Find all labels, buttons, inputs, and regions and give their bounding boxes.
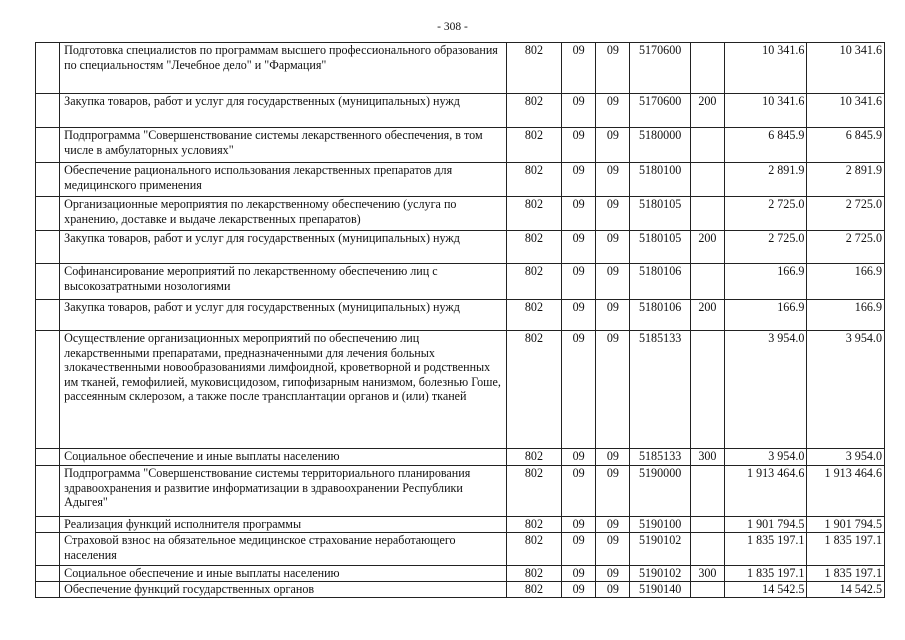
cell-index	[36, 128, 60, 163]
cell-target-article: 5180100	[630, 163, 690, 197]
cell-index	[36, 582, 60, 598]
cell-expense-type	[690, 128, 724, 163]
cell-expense-type: 200	[690, 300, 724, 331]
cell-description: Подготовка специалистов по программам высшего профессионального образования по специальностям "Лечебное дело" и "Фармация"	[60, 43, 507, 94]
cell-sum-2: 2 725.0	[807, 231, 885, 264]
cell-sum-1: 10 341.6	[724, 94, 806, 128]
cell-ministry: 802	[506, 264, 561, 300]
table-row	[36, 566, 885, 582]
cell-subsection: 09	[596, 264, 630, 300]
cell-description: Страховой взнос на обязательное медицинское страхование неработающего населения	[60, 533, 507, 566]
cell-sum-2: 1 835 197.1	[807, 533, 885, 566]
table-row	[36, 582, 885, 598]
cell-ministry: 802	[506, 533, 561, 566]
cell-expense-type	[690, 43, 724, 94]
table-row	[36, 128, 885, 163]
cell-subsection: 09	[596, 466, 630, 517]
cell-target-article: 5180000	[630, 128, 690, 163]
cell-expense-type: 300	[690, 566, 724, 582]
cell-description: Софинансирование мероприятий по лекарственному обеспечению лиц с высокозатратными нозологиями	[60, 264, 507, 300]
cell-sum-1: 2 725.0	[724, 231, 806, 264]
cell-index	[36, 231, 60, 264]
cell-expense-type	[690, 163, 724, 197]
cell-index	[36, 300, 60, 331]
cell-section: 09	[562, 264, 596, 300]
cell-expense-type	[690, 533, 724, 566]
table-row	[36, 264, 885, 300]
cell-sum-2: 10 341.6	[807, 43, 885, 94]
cell-description: Организационные мероприятия по лекарственному обеспечению (услуга по хранению, доставке и выдаче лекарственных препаратов)	[60, 197, 507, 231]
budget-table	[35, 42, 885, 598]
cell-sum-1: 1 835 197.1	[724, 533, 806, 566]
cell-target-article: 5180106	[630, 264, 690, 300]
cell-ministry: 802	[506, 331, 561, 449]
cell-description: Подпрограмма "Совершенствование системы лекарственного обеспечения, в том числе в амбулаторных условиях"	[60, 128, 507, 163]
table-row	[36, 533, 885, 566]
cell-target-article: 5190000	[630, 466, 690, 517]
table-row	[36, 94, 885, 128]
cell-description: Закупка товаров, работ и услуг для государственных (муниципальных) нужд	[60, 94, 507, 128]
cell-expense-type	[690, 517, 724, 533]
cell-expense-type	[690, 582, 724, 598]
cell-description: Закупка товаров, работ и услуг для государственных (муниципальных) нужд	[60, 300, 507, 331]
cell-description: Закупка товаров, работ и услуг для государственных (муниципальных) нужд	[60, 231, 507, 264]
cell-sum-2: 1 901 794.5	[807, 517, 885, 533]
cell-index	[36, 566, 60, 582]
cell-index	[36, 331, 60, 449]
cell-target-article: 5180106	[630, 300, 690, 331]
cell-description: Социальное обеспечение и иные выплаты населению	[60, 566, 507, 582]
cell-sum-2: 2 891.9	[807, 163, 885, 197]
table-row	[36, 449, 885, 466]
cell-sum-1: 10 341.6	[724, 43, 806, 94]
cell-section: 09	[562, 466, 596, 517]
cell-sum-2: 10 341.6	[807, 94, 885, 128]
cell-subsection: 09	[596, 128, 630, 163]
cell-description: Подпрограмма "Совершенствование системы территориального планирования здравоохранения и развитие информатизации в здравоохранении Республики Адыгея"	[60, 466, 507, 517]
cell-description: Обеспечение функций государственных органов	[60, 582, 507, 598]
cell-subsection: 09	[596, 517, 630, 533]
cell-expense-type: 200	[690, 94, 724, 128]
cell-section: 09	[562, 128, 596, 163]
cell-index	[36, 94, 60, 128]
cell-index	[36, 43, 60, 94]
cell-ministry: 802	[506, 582, 561, 598]
cell-target-article: 5185133	[630, 449, 690, 466]
cell-sum-2: 1 913 464.6	[807, 466, 885, 517]
cell-subsection: 09	[596, 300, 630, 331]
cell-target-article: 5190102	[630, 566, 690, 582]
cell-description: Реализация функций исполнителя программы	[60, 517, 507, 533]
cell-index	[36, 449, 60, 466]
cell-section: 09	[562, 300, 596, 331]
cell-target-article: 5180105	[630, 231, 690, 264]
cell-ministry: 802	[506, 466, 561, 517]
cell-section: 09	[562, 231, 596, 264]
cell-section: 09	[562, 533, 596, 566]
cell-target-article: 5170600	[630, 43, 690, 94]
cell-sum-1: 2 891.9	[724, 163, 806, 197]
cell-sum-2: 166.9	[807, 300, 885, 331]
cell-target-article: 5170600	[630, 94, 690, 128]
cell-ministry: 802	[506, 43, 561, 94]
table-row	[36, 466, 885, 517]
cell-expense-type: 200	[690, 231, 724, 264]
cell-description: Обеспечение рационального использования лекарственных препаратов для медицинского применения	[60, 163, 507, 197]
cell-sum-2: 2 725.0	[807, 197, 885, 231]
cell-ministry: 802	[506, 94, 561, 128]
cell-expense-type: 300	[690, 449, 724, 466]
cell-index	[36, 264, 60, 300]
cell-section: 09	[562, 163, 596, 197]
cell-sum-1: 1 835 197.1	[724, 566, 806, 582]
cell-section: 09	[562, 331, 596, 449]
table-row	[36, 43, 885, 94]
cell-subsection: 09	[596, 94, 630, 128]
cell-ministry: 802	[506, 197, 561, 231]
table-row	[36, 197, 885, 231]
cell-subsection: 09	[596, 449, 630, 466]
cell-subsection: 09	[596, 43, 630, 94]
cell-section: 09	[562, 43, 596, 94]
table-row	[36, 231, 885, 264]
cell-ministry: 802	[506, 128, 561, 163]
cell-sum-1: 3 954.0	[724, 331, 806, 449]
cell-section: 09	[562, 94, 596, 128]
table-row	[36, 517, 885, 533]
cell-subsection: 09	[596, 197, 630, 231]
cell-ministry: 802	[506, 449, 561, 466]
cell-sum-1: 3 954.0	[724, 449, 806, 466]
cell-subsection: 09	[596, 533, 630, 566]
cell-target-article: 5190102	[630, 533, 690, 566]
cell-section: 09	[562, 197, 596, 231]
table-row	[36, 331, 885, 449]
page-number: - 308 -	[437, 21, 468, 33]
cell-expense-type	[690, 264, 724, 300]
table-row	[36, 163, 885, 197]
cell-index	[36, 533, 60, 566]
cell-sum-1: 166.9	[724, 264, 806, 300]
cell-sum-2: 166.9	[807, 264, 885, 300]
cell-subsection: 09	[596, 582, 630, 598]
cell-target-article: 5185133	[630, 331, 690, 449]
cell-subsection: 09	[596, 331, 630, 449]
cell-sum-1: 6 845.9	[724, 128, 806, 163]
cell-expense-type	[690, 197, 724, 231]
cell-ministry: 802	[506, 300, 561, 331]
cell-target-article: 5190140	[630, 582, 690, 598]
cell-ministry: 802	[506, 231, 561, 264]
cell-sum-2: 1 835 197.1	[807, 566, 885, 582]
cell-description: Осуществление организационных мероприятий по обеспечению лиц лекарственными препаратами, предназначенными для лечения больных злокачественными новообразованиями лимфоидной, кроветворной и родственных им тканей, гемофилией, муковисцидозом, гипофизарным нанизмом, болезнью Гоше, рассеянным склерозом, а также после трансплантации органов и (или) тканей	[60, 331, 507, 449]
cell-section: 09	[562, 449, 596, 466]
cell-sum-2: 3 954.0	[807, 331, 885, 449]
cell-sum-1: 2 725.0	[724, 197, 806, 231]
table-row	[36, 300, 885, 331]
cell-ministry: 802	[506, 566, 561, 582]
cell-section: 09	[562, 517, 596, 533]
cell-target-article: 5180105	[630, 197, 690, 231]
cell-index	[36, 517, 60, 533]
cell-ministry: 802	[506, 163, 561, 197]
table-body	[36, 43, 885, 598]
cell-subsection: 09	[596, 231, 630, 264]
cell-sum-1: 1 913 464.6	[724, 466, 806, 517]
cell-sum-1: 14 542.5	[724, 582, 806, 598]
cell-index	[36, 163, 60, 197]
cell-section: 09	[562, 582, 596, 598]
cell-index	[36, 197, 60, 231]
cell-expense-type	[690, 466, 724, 517]
cell-target-article: 5190100	[630, 517, 690, 533]
cell-subsection: 09	[596, 566, 630, 582]
cell-index	[36, 466, 60, 517]
cell-sum-1: 1 901 794.5	[724, 517, 806, 533]
cell-expense-type	[690, 331, 724, 449]
cell-section: 09	[562, 566, 596, 582]
cell-sum-2: 3 954.0	[807, 449, 885, 466]
cell-sum-2: 14 542.5	[807, 582, 885, 598]
cell-sum-2: 6 845.9	[807, 128, 885, 163]
cell-sum-1: 166.9	[724, 300, 806, 331]
cell-description: Социальное обеспечение и иные выплаты населению	[60, 449, 507, 466]
cell-ministry: 802	[506, 517, 561, 533]
cell-subsection: 09	[596, 163, 630, 197]
